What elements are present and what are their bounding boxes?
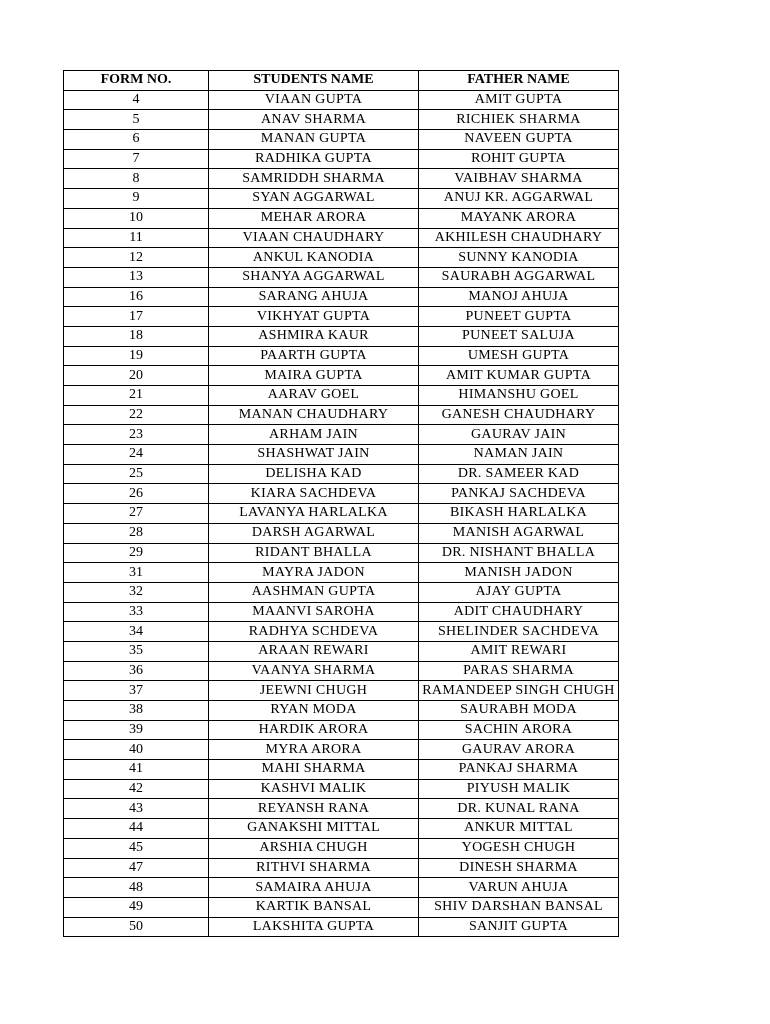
table-row: [64, 484, 619, 504]
student-name-cell: MYRA ARORA: [209, 740, 419, 760]
table-row: [64, 819, 619, 839]
table-row: [64, 897, 619, 917]
form-no-cell: 49: [64, 897, 209, 917]
table-row: [64, 720, 619, 740]
form-no-cell: 43: [64, 799, 209, 819]
form-no-cell: 31: [64, 563, 209, 583]
form-no-cell: 4: [64, 90, 209, 110]
father-name-cell: SHIV DARSHAN BANSAL: [419, 897, 619, 917]
student-name-cell: LAVANYA HARLALKA: [209, 504, 419, 524]
form-no-cell: 17: [64, 307, 209, 327]
father-name-cell: YOGESH CHUGH: [419, 838, 619, 858]
father-name-cell: PANKAJ SHARMA: [419, 760, 619, 780]
student-name-cell: RITHVI SHARMA: [209, 858, 419, 878]
father-name-cell: PUNEET GUPTA: [419, 307, 619, 327]
father-name-cell: DINESH SHARMA: [419, 858, 619, 878]
form-no-cell: 34: [64, 622, 209, 642]
table-row: [64, 799, 619, 819]
student-name-cell: SHANYA AGGARWAL: [209, 267, 419, 287]
table-row: [64, 386, 619, 406]
father-name-cell: DR. SAMEER KAD: [419, 464, 619, 484]
father-name-cell: BIKASH HARLALKA: [419, 504, 619, 524]
student-name-cell: PAARTH GUPTA: [209, 346, 419, 366]
table-row: [64, 917, 619, 937]
form-no-cell: 35: [64, 641, 209, 661]
table-row: [64, 90, 619, 110]
student-name-cell: AARAV GOEL: [209, 386, 419, 406]
father-name-cell: MANOJ AHUJA: [419, 287, 619, 307]
student-name-cell: MEHAR ARORA: [209, 208, 419, 228]
form-no-cell: 7: [64, 149, 209, 169]
header-father-name: FATHER NAME: [419, 71, 619, 91]
form-no-cell: 21: [64, 386, 209, 406]
header-form-no: FORM NO.: [64, 71, 209, 91]
father-name-cell: VAIBHAV SHARMA: [419, 169, 619, 189]
father-name-cell: MANISH AGARWAL: [419, 523, 619, 543]
student-name-cell: SYAN AGGARWAL: [209, 189, 419, 209]
father-name-cell: DR. KUNAL RANA: [419, 799, 619, 819]
student-name-cell: KASHVI MALIK: [209, 779, 419, 799]
table-row: [64, 425, 619, 445]
table-row: [64, 543, 619, 563]
student-name-cell: MANAN CHAUDHARY: [209, 405, 419, 425]
student-name-cell: ANKUL KANODIA: [209, 248, 419, 268]
father-name-cell: PIYUSH MALIK: [419, 779, 619, 799]
form-no-cell: 5: [64, 110, 209, 130]
father-name-cell: SHELINDER SACHDEVA: [419, 622, 619, 642]
father-name-cell: MAYANK ARORA: [419, 208, 619, 228]
form-no-cell: 16: [64, 287, 209, 307]
table-row: [64, 701, 619, 721]
table-row: [64, 563, 619, 583]
table-row: [64, 130, 619, 150]
table-row: [64, 169, 619, 189]
father-name-cell: NAVEEN GUPTA: [419, 130, 619, 150]
table-row: [64, 464, 619, 484]
form-no-cell: 19: [64, 346, 209, 366]
student-name-cell: VAANYA SHARMA: [209, 661, 419, 681]
father-name-cell: AJAY GUPTA: [419, 582, 619, 602]
table-row: [64, 622, 619, 642]
form-no-cell: 23: [64, 425, 209, 445]
table-row: [64, 523, 619, 543]
table-row: [64, 248, 619, 268]
student-name-cell: REYANSH RANA: [209, 799, 419, 819]
father-name-cell: RICHIEK SHARMA: [419, 110, 619, 130]
father-name-cell: HIMANSHU GOEL: [419, 386, 619, 406]
student-name-cell: SHASHWAT JAIN: [209, 445, 419, 465]
table-row: [64, 110, 619, 130]
table-row: [64, 366, 619, 386]
student-name-cell: MAHI SHARMA: [209, 760, 419, 780]
student-name-cell: ARAAN REWARI: [209, 641, 419, 661]
form-no-cell: 47: [64, 858, 209, 878]
table-row: [64, 838, 619, 858]
header-students-name: STUDENTS NAME: [209, 71, 419, 91]
father-name-cell: ROHIT GUPTA: [419, 149, 619, 169]
form-no-cell: 9: [64, 189, 209, 209]
student-name-cell: ARHAM JAIN: [209, 425, 419, 445]
form-no-cell: 28: [64, 523, 209, 543]
table-row: [64, 760, 619, 780]
form-no-cell: 48: [64, 878, 209, 898]
student-name-cell: RYAN MODA: [209, 701, 419, 721]
father-name-cell: PANKAJ SACHDEVA: [419, 484, 619, 504]
form-no-cell: 37: [64, 681, 209, 701]
student-name-cell: AASHMAN GUPTA: [209, 582, 419, 602]
form-no-cell: 10: [64, 208, 209, 228]
form-no-cell: 20: [64, 366, 209, 386]
table-row: [64, 641, 619, 661]
student-name-cell: SAMAIRA AHUJA: [209, 878, 419, 898]
table-row: [64, 858, 619, 878]
form-no-cell: 39: [64, 720, 209, 740]
father-name-cell: NAMAN JAIN: [419, 445, 619, 465]
form-no-cell: 26: [64, 484, 209, 504]
form-no-cell: 42: [64, 779, 209, 799]
father-name-cell: SAURABH AGGARWAL: [419, 267, 619, 287]
student-name-cell: RADHIKA GUPTA: [209, 149, 419, 169]
table-row: [64, 602, 619, 622]
form-no-cell: 45: [64, 838, 209, 858]
form-no-cell: 12: [64, 248, 209, 268]
student-name-cell: KARTIK BANSAL: [209, 897, 419, 917]
form-no-cell: 44: [64, 819, 209, 839]
table-row: [64, 228, 619, 248]
father-name-cell: RAMANDEEP SINGH CHUGH: [419, 681, 619, 701]
father-name-cell: MANISH JADON: [419, 563, 619, 583]
student-name-cell: GANAKSHI MITTAL: [209, 819, 419, 839]
form-no-cell: 11: [64, 228, 209, 248]
header-row: [64, 71, 619, 91]
form-no-cell: 40: [64, 740, 209, 760]
form-no-cell: 32: [64, 582, 209, 602]
student-name-cell: ANAV SHARMA: [209, 110, 419, 130]
form-no-cell: 18: [64, 326, 209, 346]
table-row: [64, 287, 619, 307]
table-row: [64, 878, 619, 898]
table-row: [64, 208, 619, 228]
father-name-cell: VARUN AHUJA: [419, 878, 619, 898]
table-row: [64, 445, 619, 465]
form-no-cell: 6: [64, 130, 209, 150]
father-name-cell: AMIT KUMAR GUPTA: [419, 366, 619, 386]
father-name-cell: SANJIT GUPTA: [419, 917, 619, 937]
student-name-cell: ARSHIA CHUGH: [209, 838, 419, 858]
table-row: [64, 504, 619, 524]
student-name-cell: HARDIK ARORA: [209, 720, 419, 740]
father-name-cell: GANESH CHAUDHARY: [419, 405, 619, 425]
student-name-cell: KIARA SACHDEVA: [209, 484, 419, 504]
student-name-cell: SAMRIDDH SHARMA: [209, 169, 419, 189]
student-name-cell: LAKSHITA GUPTA: [209, 917, 419, 937]
father-name-cell: ANUJ KR. AGGARWAL: [419, 189, 619, 209]
father-name-cell: ADIT CHAUDHARY: [419, 602, 619, 622]
father-name-cell: AKHILESH CHAUDHARY: [419, 228, 619, 248]
student-name-cell: JEEWNI CHUGH: [209, 681, 419, 701]
form-no-cell: 24: [64, 445, 209, 465]
student-list-table: [63, 70, 619, 937]
table-row: [64, 582, 619, 602]
student-name-cell: MAIRA GUPTA: [209, 366, 419, 386]
father-name-cell: AMIT REWARI: [419, 641, 619, 661]
form-no-cell: 36: [64, 661, 209, 681]
form-no-cell: 13: [64, 267, 209, 287]
table-row: [64, 346, 619, 366]
father-name-cell: SACHIN ARORA: [419, 720, 619, 740]
student-name-cell: DELISHA KAD: [209, 464, 419, 484]
father-name-cell: ANKUR MITTAL: [419, 819, 619, 839]
student-name-cell: VIAAN CHAUDHARY: [209, 228, 419, 248]
student-name-cell: MAANVI SAROHA: [209, 602, 419, 622]
form-no-cell: 8: [64, 169, 209, 189]
student-name-cell: MANAN GUPTA: [209, 130, 419, 150]
father-name-cell: PARAS SHARMA: [419, 661, 619, 681]
table-row: [64, 326, 619, 346]
table-row: [64, 149, 619, 169]
form-no-cell: 33: [64, 602, 209, 622]
table-row: [64, 661, 619, 681]
father-name-cell: SAURABH MODA: [419, 701, 619, 721]
student-name-cell: MAYRA JADON: [209, 563, 419, 583]
student-name-cell: RIDANT BHALLA: [209, 543, 419, 563]
student-name-cell: DARSH AGARWAL: [209, 523, 419, 543]
father-name-cell: GAURAV JAIN: [419, 425, 619, 445]
form-no-cell: 27: [64, 504, 209, 524]
table-row: [64, 681, 619, 701]
table-row: [64, 267, 619, 287]
father-name-cell: AMIT GUPTA: [419, 90, 619, 110]
table-body: [64, 90, 619, 937]
table-row: [64, 307, 619, 327]
student-name-cell: RADHYA SCHDEVA: [209, 622, 419, 642]
form-no-cell: 25: [64, 464, 209, 484]
father-name-cell: SUNNY KANODIA: [419, 248, 619, 268]
student-name-cell: SARANG AHUJA: [209, 287, 419, 307]
form-no-cell: 38: [64, 701, 209, 721]
student-name-cell: VIAAN GUPTA: [209, 90, 419, 110]
father-name-cell: UMESH GUPTA: [419, 346, 619, 366]
table-row: [64, 405, 619, 425]
student-name-cell: VIKHYAT GUPTA: [209, 307, 419, 327]
father-name-cell: DR. NISHANT BHALLA: [419, 543, 619, 563]
table-row: [64, 740, 619, 760]
father-name-cell: PUNEET SALUJA: [419, 326, 619, 346]
form-no-cell: 50: [64, 917, 209, 937]
form-no-cell: 29: [64, 543, 209, 563]
table-row: [64, 189, 619, 209]
student-name-cell: ASHMIRA KAUR: [209, 326, 419, 346]
table-row: [64, 779, 619, 799]
form-no-cell: 41: [64, 760, 209, 780]
form-no-cell: 22: [64, 405, 209, 425]
father-name-cell: GAURAV ARORA: [419, 740, 619, 760]
